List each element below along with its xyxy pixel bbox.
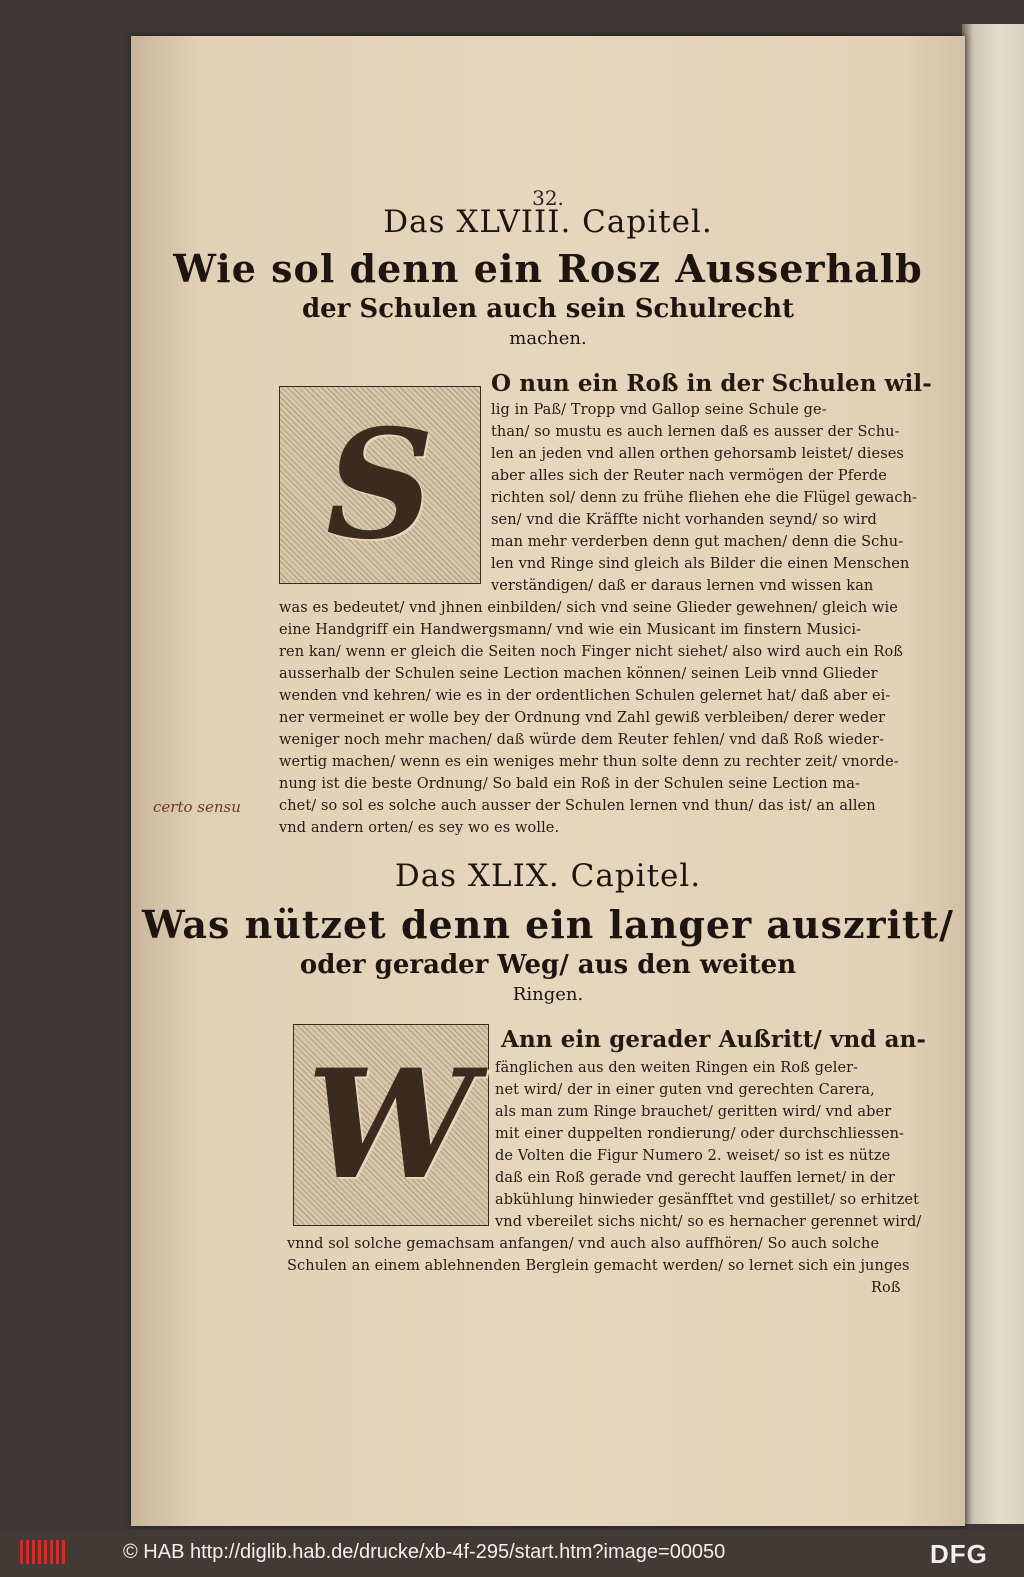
chapter-48-line: was es bedeutet/ vnd jhnen einbilden/ sich vnd seine Glieder gewehnen/ gleich wie [279, 600, 898, 616]
chapter-48-line: chet/ so sol es solche auch ausser der Schulen lernen vnd thun/ das ist/ an allen [279, 798, 876, 814]
chapter-48-title-line3: machen. [509, 328, 587, 349]
chapter-48-line: wertig machen/ wenn es ein weniges mehr thun solte denn zu rechter zeit/ vnorde- [279, 754, 899, 770]
chapter-48-title-line1: Wie sol denn ein Rosz Ausserhalb [173, 246, 923, 291]
chapter-48-line: vnd andern orten/ es sey wo es wolle. [279, 820, 560, 836]
chapter-49-heading: Das XLIX. Capitel. [394, 858, 702, 894]
chapter-48-heading: Das XLVIII. Capitel. [383, 204, 713, 240]
chapter-48-line: aber alles sich der Reuter nach vermögen der Pferde [491, 468, 887, 484]
chapter-49-line: fänglichen aus den weiten Ringen ein Roß geler- [495, 1060, 859, 1076]
chapter-49-line: vnnd sol solche gemachsam anfangen/ vnd auch also auffhören/ So auch solche [287, 1236, 880, 1252]
dfg-logo: DFG [930, 1539, 988, 1569]
source-url: © HAB http://diglib.hab.de/drucke/xb-4f-295/start.htm?image=00050 [123, 1541, 726, 1563]
chapter-49-title-line1: Was nützet denn ein langer auszritt/ [141, 902, 954, 947]
chapter-48-line: man mehr verderben denn gut machen/ denn die Schu- [491, 534, 904, 550]
footer-bar [0, 1530, 1024, 1577]
hab-logo-icon [20, 1540, 65, 1564]
adjacent-page-edge [962, 24, 1024, 1524]
chapter-48-line: len an jeden vnd allen orthen gehorsamb leistet/ dieses [491, 446, 904, 462]
chapter-49-line: abkühlung hinwieder gesänfftet vnd gestillet/ so erhitzet [495, 1192, 920, 1208]
chapter-48-line: ner vermeinet er wolle bey der Ordnung vnd Zahl gewiß verbleiben/ derer weder [279, 710, 886, 726]
chapter-48-title-line2: der Schulen auch sein Schulrecht [301, 294, 795, 324]
chapter-48-line: richten sol/ denn zu frühe fliehen ehe die Flügel gewach- [491, 490, 918, 506]
chapter-49-line: Schulen an einem ablehnenden Berglein gemacht werden/ so lernet sich ein junges [287, 1258, 910, 1274]
chapter-48-line: lig in Paß/ Tropp vnd Gallop seine Schule ge- [491, 402, 827, 418]
catchword: Roß [871, 1280, 901, 1296]
chapter-49-line: daß ein Roß gerade vnd gerecht lauffen lernet/ in der [495, 1170, 895, 1186]
chapter-48-line: wenden vnd kehren/ wie es in der ordentlichen Schulen gelernet hat/ daß aber ei- [279, 688, 891, 704]
chapter-48-line: eine Handgriff ein Handwergsmann/ vnd wie ein Musicant im finstern Musici- [279, 622, 862, 638]
decorated-initial-s: S [279, 386, 481, 584]
chapter-48-line: weniger noch mehr machen/ daß würde dem Reuter fehlen/ vnd daß Roß wieder- [279, 732, 885, 748]
chapter-49-title-line2: oder gerader Weg/ aus den weiten [299, 950, 797, 980]
chapter-48-line: len vnd Ringe sind gleich als Bilder die einen Menschen [491, 556, 910, 572]
chapter-49-line: Ann ein gerader Außritt/ vnd an- [501, 1026, 927, 1053]
chapter-48-line: verständigen/ daß er daraus lernen vnd wissen kan [491, 578, 874, 594]
chapter-48-line: ausserhalb der Schulen seine Lection machen können/ seinen Leib vnnd Glieder [279, 666, 878, 682]
chapter-49-line: als man zum Ringe brauchet/ geritten wird/ vnd aber [495, 1104, 892, 1120]
chapter-48-line: than/ so mustu es auch lernen daß es ausser der Schu- [491, 424, 900, 440]
scanned-page [131, 36, 965, 1526]
chapter-49-line: de Volten die Figur Numero 2. weiset/ so ist es nütze [495, 1148, 891, 1164]
chapter-48-line: ren kan/ wenn er gleich die Seiten noch Finger nicht siehet/ also wird auch ein Roß [279, 644, 904, 660]
page-number: 32. [532, 186, 564, 210]
chapter-48-line: nung ist die beste Ordnung/ So bald ein Roß in der Schulen seine Lection ma- [279, 776, 861, 792]
chapter-48-line: O nun ein Roß in der Schulen wil- [491, 370, 932, 397]
chapter-49-title-line3: Ringen. [512, 984, 584, 1005]
chapter-49-line: mit einer duppelten rondierung/ oder durchschliessen- [495, 1126, 905, 1142]
chapter-48-line: sen/ vnd die Kräffte nicht vorhanden seynd/ so wird [491, 512, 877, 528]
decorated-initial-w: W [293, 1024, 489, 1226]
handwritten-marginalia: certo sensu [153, 798, 241, 816]
chapter-49-line: net wird/ der in einer guten vnd gerechten Carera, [495, 1082, 875, 1098]
chapter-49-line: vnd vbereilet sichs nicht/ so es hernacher gerennet wird/ [495, 1214, 922, 1230]
